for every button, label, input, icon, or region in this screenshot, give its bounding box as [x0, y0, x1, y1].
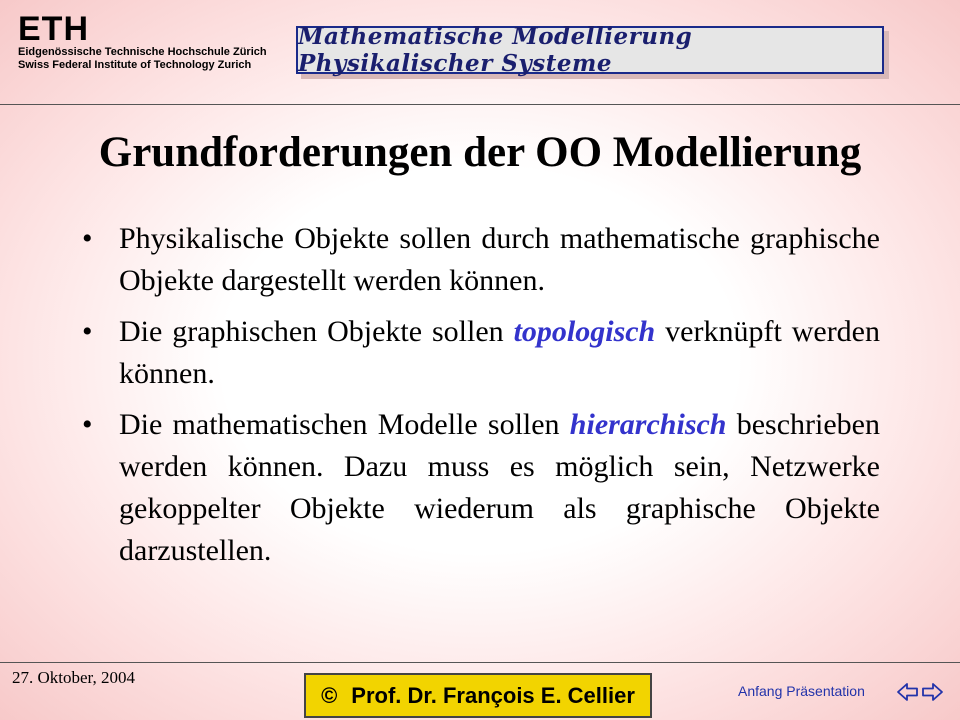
- eth-logo-line2: Swiss Federal Institute of Technology Zurich: [18, 59, 252, 71]
- slide-title: Grundforderungen der OO Modellierung: [98, 129, 862, 176]
- eth-logo-mark: ETH: [18, 10, 89, 48]
- start-presentation-link[interactable]: Anfang Präsentation: [738, 683, 865, 699]
- bullet-text-pre: Die mathematischen Modelle sollen: [119, 408, 570, 441]
- bullet-marker: •: [82, 315, 93, 348]
- bullet-marker: •: [82, 222, 93, 255]
- bullet-item-3: [82, 404, 880, 572]
- bullet-marker: •: [82, 408, 93, 441]
- copyright-text: Prof. Dr. François E. Cellier: [351, 682, 635, 708]
- emphasis-hierarchisch: hierarchisch: [569, 408, 727, 441]
- footer-date: 27. Oktober, 2004: [12, 668, 136, 687]
- header: [0, 0, 960, 104]
- bullet-text-pre: Die graphischen Objekte sollen: [119, 315, 514, 348]
- footer-divider: [0, 662, 960, 663]
- copyright-box: [304, 673, 652, 718]
- bullet-list: [82, 218, 880, 581]
- back-arrow-icon[interactable]: [896, 680, 920, 704]
- header-divider: [0, 104, 960, 105]
- eth-logo-line1: Eidgenössische Technische Hochschule Zürich: [18, 46, 267, 58]
- bullet-item-2: [82, 311, 880, 395]
- bullet-item-1: [82, 218, 880, 302]
- course-title-banner: [296, 23, 884, 77]
- bullet-text-post: beschrieben werden können. Dazu muss es möglich sein, Netzwerke gekoppelter Objekte wiederum als graphische Objekte darzustellen.: [119, 408, 880, 567]
- emphasis-topologisch: topologisch: [513, 315, 656, 348]
- course-title: Mathematische Modellierung Physikalischer Systeme: [298, 23, 693, 77]
- eth-logo: [18, 12, 267, 72]
- copyright-icon: ©: [321, 682, 338, 708]
- bullet-text: Physikalische Objekte sollen durch mathematische graphische Objekte dargestellt werden können.: [119, 222, 880, 297]
- bullet-text-post: verknüpft werden können.: [119, 315, 881, 390]
- forward-arrow-icon[interactable]: [920, 680, 944, 704]
